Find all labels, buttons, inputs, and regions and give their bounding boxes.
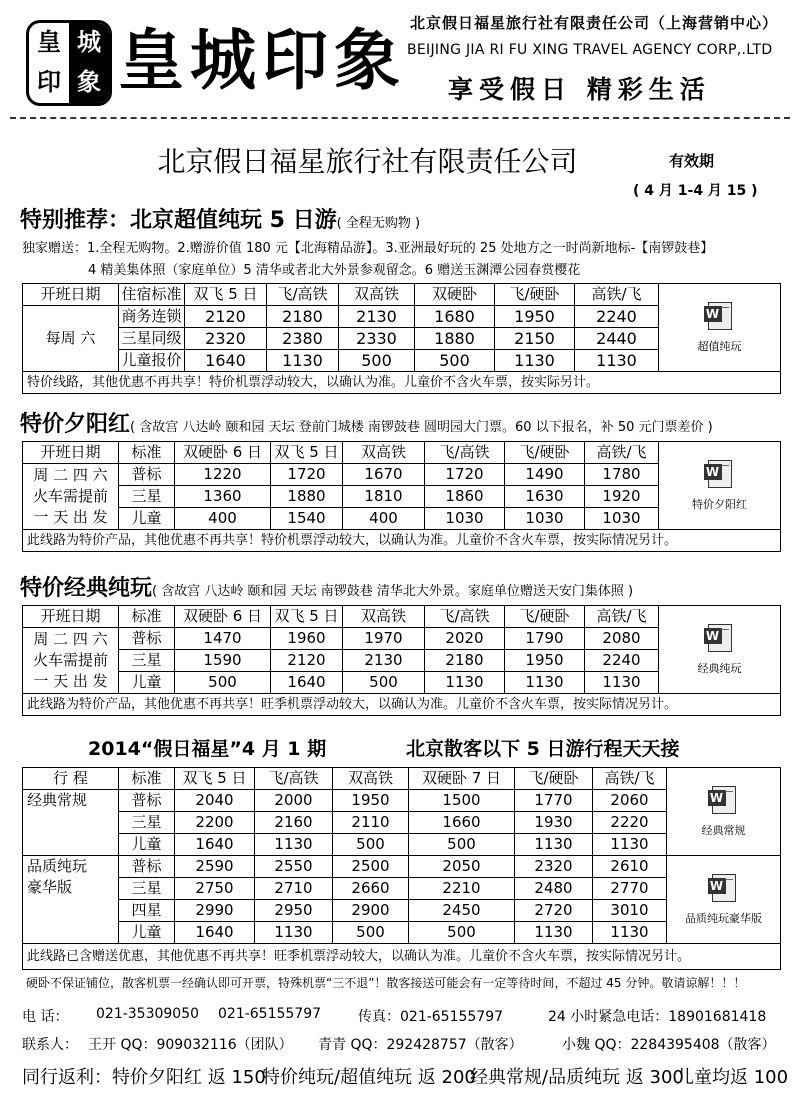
price-cell: 1810 [343, 486, 425, 508]
logo-seal [26, 20, 112, 106]
price-cell: 2380 [267, 328, 339, 350]
price-cell: 2200 [175, 812, 255, 834]
price-cell: 1640 [185, 350, 267, 372]
price-cell: 2480 [515, 878, 593, 900]
schedule-line: 火车需提前 [32, 651, 108, 669]
price-cell: 1720 [425, 464, 505, 486]
standard-cell: 普标 [119, 790, 175, 812]
rebate-item: 儿童均返 100 [676, 1067, 789, 1088]
standard-cell: 三星 [119, 486, 175, 508]
price-cell: 2220 [593, 812, 667, 834]
price-cell: 1590 [175, 650, 271, 672]
standard-cell: 儿童 [119, 672, 175, 694]
price-cell: 1130 [515, 834, 593, 856]
price-cell: 2120 [185, 306, 267, 328]
schedule-cell: 每周 六 [23, 306, 119, 372]
price-cell: 3010 [593, 900, 667, 922]
price-cell: 1640 [271, 672, 343, 694]
section-subtitle: ( 含故宫 八达岭 颐和园 天坛 南锣鼓巷 清华北大外景。家庭单位赠送天安门集体照 ) [152, 584, 634, 599]
table-note-row [23, 944, 781, 970]
price-cell: 1130 [505, 672, 585, 694]
standard-cell: 普标 [119, 856, 175, 878]
price-cell: 2320 [185, 328, 267, 350]
rebate-label: 同行返利： [22, 1067, 112, 1088]
route-cell [23, 856, 119, 944]
schedule-line: 一 天 出 发 [33, 672, 108, 690]
header-cell: 高铁/飞 [593, 768, 667, 790]
standard-cell: 三星 [119, 812, 175, 834]
header-cell: 开班日期 [23, 442, 119, 464]
price-cell: 2080 [585, 628, 659, 650]
header-cell: 飞/硬卧 [505, 606, 585, 628]
standard-cell: 三星 [119, 650, 175, 672]
price-cell: 500 [409, 834, 515, 856]
price-cell: 2550 [255, 856, 333, 878]
price-cell: 2770 [593, 878, 667, 900]
section-title-text: 特价经典纯玩 [20, 576, 153, 601]
header-cell: 开班日期 [23, 606, 119, 628]
section-title: 北京散客以下 5 日游行程天天接 [406, 738, 680, 760]
header-cell: 双高铁 [343, 442, 425, 464]
price-cell: 2110 [333, 812, 409, 834]
header-cell: 双硬卧 [415, 284, 495, 306]
attachment-label: 品质纯玩豪华版 [685, 911, 762, 925]
price-cell: 1640 [175, 834, 255, 856]
price-cell: 2330 [339, 328, 415, 350]
price-cell: 2180 [425, 650, 505, 672]
price-cell: 400 [175, 508, 271, 530]
price-cell: 1950 [505, 650, 585, 672]
doc-attachment[interactable] [659, 606, 781, 694]
attachment-label: 经典常规 [701, 823, 746, 837]
price-cell: 1680 [415, 306, 495, 328]
price-cell: 1780 [585, 464, 659, 486]
price-cell: 500 [409, 922, 515, 944]
price-cell: 1930 [515, 812, 593, 834]
section-title-text: 特别推荐：北京超值纯玩 5 日游 [20, 208, 337, 233]
schedule-cell [23, 628, 119, 694]
valid-dates: ( 4 月 1-4 月 15 ) [633, 183, 758, 199]
header-cell: 双高铁 [333, 768, 409, 790]
table-note: 此线路为特价产品，其他优惠不再共享！特价机票浮动较大，以确认为准。儿童价不含火车票，按实际情况另计。 [23, 530, 781, 552]
price-cell: 2320 [515, 856, 593, 878]
standard-cell: 普标 [119, 464, 175, 486]
seal-char: 印 [37, 67, 61, 96]
header-cell: 双飞 5 日 [175, 768, 255, 790]
table-row [23, 856, 781, 878]
attachment-label: 特价夕阳红 [692, 497, 747, 511]
rebate-item: 特价夕阳红 返 150 [112, 1067, 266, 1088]
route-cell: 经典常规 [23, 790, 119, 856]
price-cell: 400 [343, 508, 425, 530]
price-cell: 1720 [271, 464, 343, 486]
header-cell: 双硬卧 7 日 [409, 768, 515, 790]
header-cell: 高铁/飞 [585, 606, 659, 628]
contact-tel: 021-35309050 [96, 1006, 200, 1022]
standard-cell: 儿童 [119, 922, 175, 944]
price-table [22, 283, 781, 394]
header-cell: 飞/硬卧 [515, 768, 593, 790]
price-cell: 1920 [585, 486, 659, 508]
price-cell: 2160 [255, 812, 333, 834]
word-doc-icon: W [712, 786, 736, 814]
price-cell: 2050 [409, 856, 515, 878]
price-cell: 2720 [515, 900, 593, 922]
price-cell: 1660 [409, 812, 515, 834]
header-cell: 开班日期 [23, 284, 119, 306]
header-cell: 飞/高铁 [255, 768, 333, 790]
word-doc-icon: W [708, 624, 732, 652]
price-cell: 2130 [343, 650, 425, 672]
price-cell: 1130 [425, 672, 505, 694]
contact-person-label: 联系人： [22, 1037, 78, 1053]
price-cell: 1950 [333, 790, 409, 812]
price-cell: 1220 [175, 464, 271, 486]
price-cell: 2450 [409, 900, 515, 922]
schedule-line: 周 二 四 六 [33, 466, 108, 484]
route-line: 豪华版 [27, 878, 73, 896]
price-cell: 500 [333, 922, 409, 944]
page-title: 北京假日福星旅行社有限责任公司 [157, 145, 578, 178]
table-header-row [23, 606, 781, 628]
price-cell: 1860 [425, 486, 505, 508]
price-cell: 500 [343, 672, 425, 694]
header-cell: 双硬卧 6 日 [175, 606, 271, 628]
table-note: 此线路为特价产品，其他优惠不再共享！旺季机票浮动较大，以确认为准。儿童价不含火车票，按实际情况另计。 [23, 694, 781, 716]
price-cell: 1130 [515, 922, 593, 944]
standard-cell: 商务连锁 [119, 306, 185, 328]
seal-char: 皇 [37, 27, 61, 56]
header-cell: 双高铁 [339, 284, 415, 306]
price-cell: 2590 [175, 856, 255, 878]
price-cell: 1950 [495, 306, 575, 328]
header-cell: 标准 [119, 768, 175, 790]
price-table [22, 767, 781, 970]
price-cell: 2950 [255, 900, 333, 922]
price-cell: 2000 [255, 790, 333, 812]
price-cell: 1670 [343, 464, 425, 486]
header-cell: 飞/高铁 [267, 284, 339, 306]
header-cell: 飞/硬卧 [505, 442, 585, 464]
section-title: 2014“假日福星”4 月 1 期 [88, 738, 327, 760]
price-cell: 1130 [495, 350, 575, 372]
rebate-item: 经典常规/品质纯玩 返 300 [470, 1067, 684, 1088]
price-cell: 2240 [575, 306, 659, 328]
attachment-label: 超值纯玩 [697, 339, 742, 353]
price-cell: 2060 [593, 790, 667, 812]
price-cell: 1030 [585, 508, 659, 530]
price-cell: 2020 [425, 628, 505, 650]
standard-cell: 儿童报价 [119, 350, 185, 372]
contact-person: 王开 QQ：909032116（团队） [88, 1037, 293, 1053]
price-cell: 1470 [175, 628, 271, 650]
price-cell: 1960 [271, 628, 343, 650]
price-table [22, 441, 781, 552]
gift-line: 4 精美集体照（家庭单位）5 清华或者北大外景参观留念。6 赠送玉渊潭公园春赏樱花 [88, 263, 581, 278]
brand-name: 皇城印象 [118, 21, 406, 99]
schedule-line: 一 天 出 发 [33, 508, 108, 526]
table-note-row [23, 694, 781, 716]
attachment-label: 经典纯玩 [697, 661, 742, 675]
section-title-text: 特价夕阳红 [20, 412, 131, 437]
section-title [20, 203, 420, 234]
rebate-item: 特价纯玩/超值纯玩 返 200 [262, 1067, 476, 1088]
table-header-row [23, 768, 781, 790]
header-cell: 行 程 [23, 768, 119, 790]
price-cell: 1880 [271, 486, 343, 508]
price-cell: 1130 [255, 834, 333, 856]
contact-tel-label: 电 话： [22, 1009, 69, 1025]
price-cell: 1130 [267, 350, 339, 372]
price-cell: 2210 [409, 878, 515, 900]
price-cell: 2130 [339, 306, 415, 328]
divider [10, 117, 790, 119]
header-cell: 双硬卧 6 日 [175, 442, 271, 464]
header-cell: 高铁/飞 [585, 442, 659, 464]
section-subtitle: ( 全程无购物 ) [336, 216, 421, 231]
price-cell: 1030 [505, 508, 585, 530]
contact-fax: 传真：021-65155797 [358, 1009, 504, 1025]
price-cell: 2040 [175, 790, 255, 812]
price-cell: 1130 [593, 834, 667, 856]
header-cell: 标准 [119, 606, 175, 628]
price-cell: 2240 [585, 650, 659, 672]
table-header-row [23, 442, 781, 464]
doc-attachment[interactable] [659, 284, 781, 372]
price-cell: 1130 [255, 922, 333, 944]
section-title [20, 571, 633, 602]
price-cell: 2610 [593, 856, 667, 878]
price-cell: 2120 [271, 650, 343, 672]
gift-line: 独家赠送：1.全程无购物。2.赠游价值 180 元【北海精品游】。3.亚洲最好玩的 25 处地方之一时尚新地标-【南锣鼓巷】 [22, 241, 714, 256]
header-cell: 双高铁 [343, 606, 425, 628]
header-cell: 住宿标准 [119, 284, 185, 306]
standard-cell: 普标 [119, 628, 175, 650]
schedule-line: 周 二 四 六 [33, 630, 108, 648]
price-cell: 1540 [271, 508, 343, 530]
section-title [20, 407, 713, 438]
table-note: 特价线路，其他优惠不再共享！特价机票浮动较大，以确认为准。儿童价不含火车票，按实际另计。 [23, 372, 781, 394]
price-cell: 2900 [333, 900, 409, 922]
price-cell: 2990 [175, 900, 255, 922]
price-table [22, 605, 781, 716]
word-doc-icon: W [712, 874, 736, 902]
word-doc-icon: W [708, 302, 732, 330]
company-name-cn: 北京假日福星旅行社有限责任公司（上海营销中心） [410, 14, 779, 32]
standard-cell: 三星同级 [119, 328, 185, 350]
price-cell: 1130 [575, 350, 659, 372]
standard-cell: 三星 [119, 878, 175, 900]
header-cell: 标准 [119, 442, 175, 464]
price-cell: 2710 [255, 878, 333, 900]
price-cell: 2750 [175, 878, 255, 900]
price-cell: 2440 [575, 328, 659, 350]
contact-person: 青青 QQ：292428757（散客） [318, 1037, 523, 1053]
price-cell: 500 [415, 350, 495, 372]
price-cell: 2150 [495, 328, 575, 350]
header-cell: 双飞 5 日 [271, 606, 343, 628]
doc-attachment[interactable] [659, 442, 781, 530]
price-cell: 1500 [409, 790, 515, 812]
price-cell: 1490 [505, 464, 585, 486]
contact-tel: 021-65155797 [218, 1006, 322, 1022]
standard-cell: 儿童 [119, 508, 175, 530]
seal-char: 象 [69, 63, 109, 103]
schedule-line: 火车需提前 [32, 487, 108, 505]
price-cell: 1640 [175, 922, 255, 944]
price-cell: 2180 [267, 306, 339, 328]
price-cell: 1130 [593, 922, 667, 944]
table-note-row [23, 372, 781, 394]
standard-cell: 四星 [119, 900, 175, 922]
footnote: 硬卧不保证铺位，散客机票一经确认即可开票，特殊机票“三不退”！散客接送可能会有一定等待时间，不超过 45 分钟。敬请谅解！！！ [26, 976, 746, 990]
contact-emergency: 24 小时紧急电话：18901681418 [548, 1009, 767, 1025]
price-cell: 1970 [343, 628, 425, 650]
header-cell: 飞/高铁 [425, 606, 505, 628]
header-cell: 飞/硬卧 [495, 284, 575, 306]
header-cell: 飞/高铁 [425, 442, 505, 464]
price-cell: 1630 [505, 486, 585, 508]
price-cell: 2500 [333, 856, 409, 878]
price-cell: 1880 [415, 328, 495, 350]
price-cell: 500 [339, 350, 415, 372]
price-cell: 2660 [333, 878, 409, 900]
standard-cell: 儿童 [119, 834, 175, 856]
table-note-row [23, 530, 781, 552]
word-doc-icon: W [708, 460, 732, 488]
section-subtitle: ( 含故宫 八达岭 颐和园 天坛 登前门城楼 南锣鼓巷 圆明园大门票。60 以下报名，补 50 元门票差价 ) [130, 420, 713, 435]
company-name-en: BEIJING JIA RI FU XING TRAVEL AGENCY CORP,.LTD [407, 42, 773, 58]
schedule-cell [23, 464, 119, 530]
price-cell: 1030 [425, 508, 505, 530]
table-note: 此线路已含赠送优惠，其他优惠不再共享！旺季机票浮动较大，以确认为准。儿童价不含火车票，按实际情况另计。 [23, 944, 781, 970]
valid-label: 有效期 [669, 152, 715, 170]
header-cell: 双飞 5 日 [271, 442, 343, 464]
route-line: 品质纯玩 [27, 857, 88, 875]
doc-attachment[interactable] [667, 856, 781, 944]
slogan: 享受假日 精彩生活 [448, 75, 711, 104]
price-cell: 500 [333, 834, 409, 856]
table-header-row [23, 284, 781, 306]
price-cell: 1790 [505, 628, 585, 650]
header-cell: 高铁/飞 [575, 284, 659, 306]
seal-char: 城 [69, 23, 109, 63]
header-cell: 双飞 5 日 [185, 284, 267, 306]
price-cell: 1360 [175, 486, 271, 508]
doc-attachment[interactable] [667, 768, 781, 856]
price-cell: 1130 [585, 672, 659, 694]
price-cell: 500 [175, 672, 271, 694]
price-cell: 1770 [515, 790, 593, 812]
contact-person: 小魏 QQ：2284395408（散客） [562, 1037, 776, 1053]
